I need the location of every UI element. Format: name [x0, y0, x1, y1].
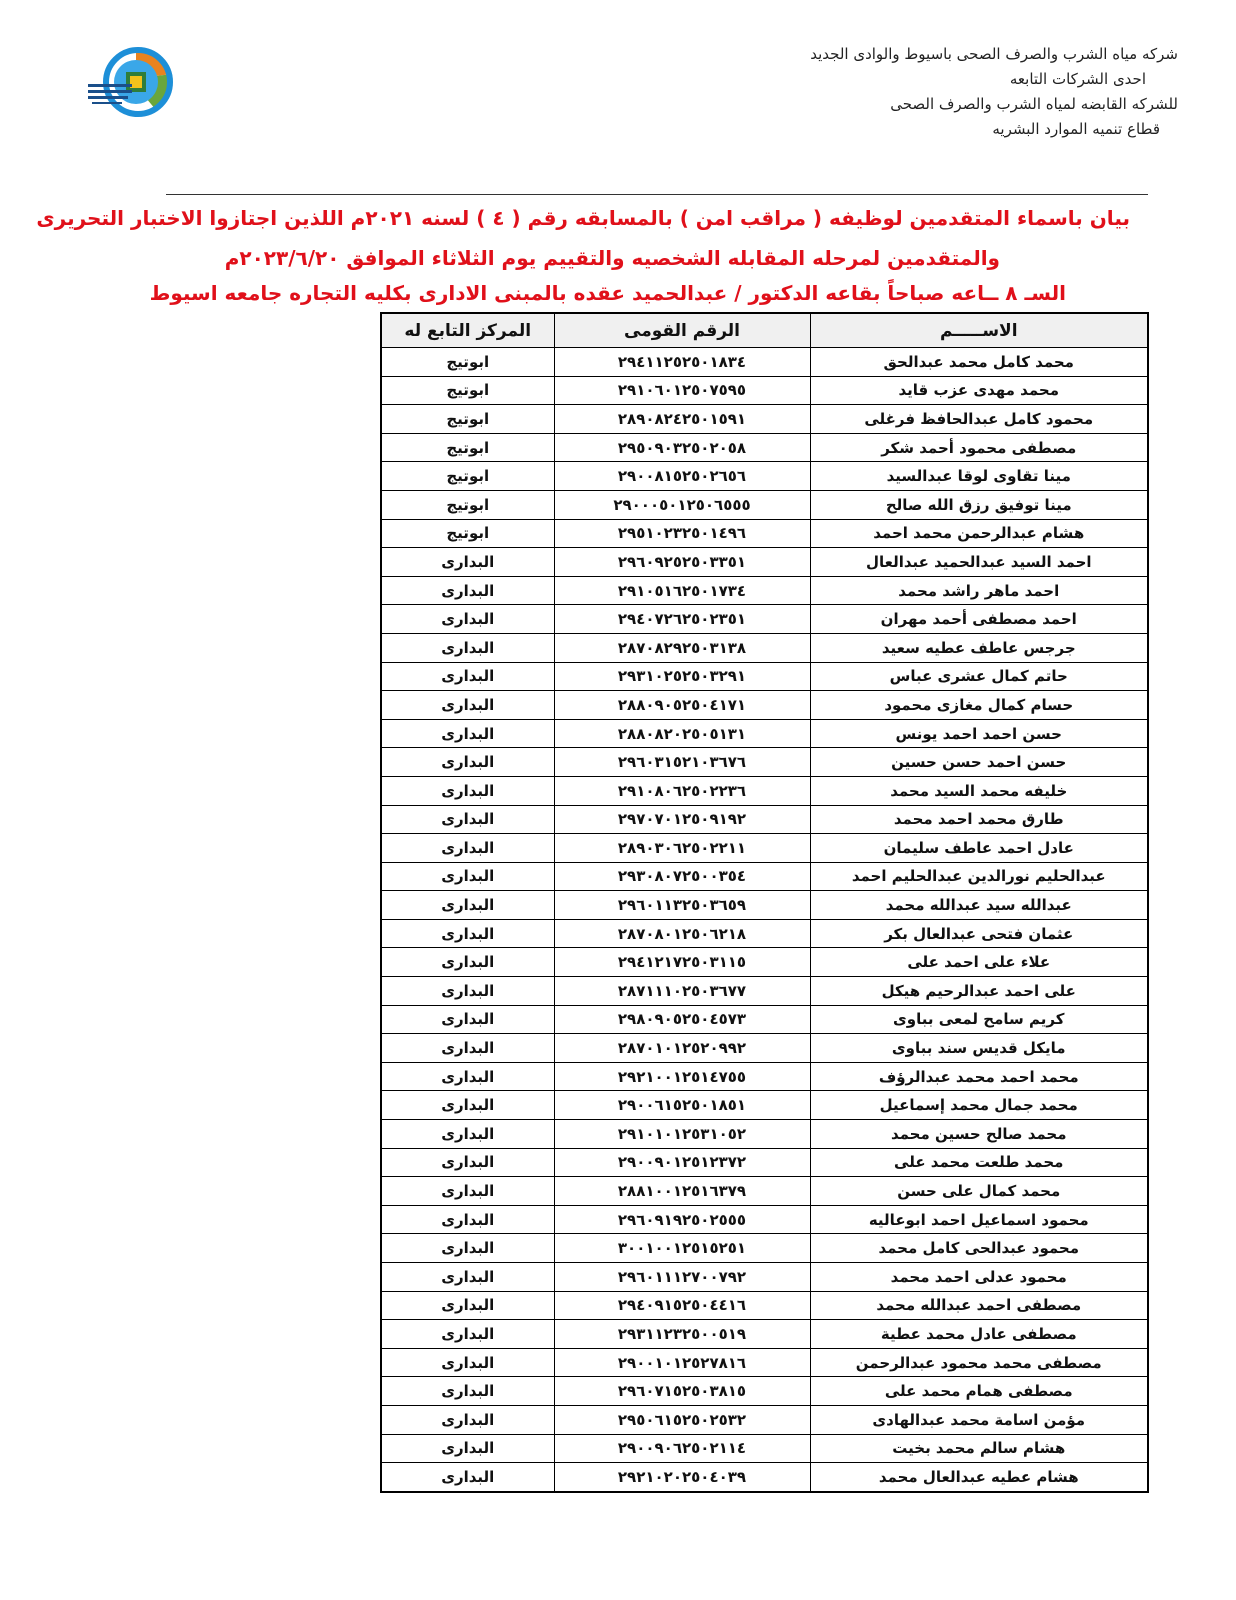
cell-national-id: ٢٨٧١١١٠٢٥٠٣٦٧٧	[554, 977, 810, 1006]
cell-name: احمد مصطفى أحمد مهران	[810, 605, 1148, 634]
cell-center: البدارى	[381, 1205, 554, 1234]
cell-national-id: ٢٩١٠٥١٦٢٥٠١٧٣٤	[554, 576, 810, 605]
cell-national-id: ٢٩٠٠٨١٥٢٥٠٢٦٥٦	[554, 462, 810, 491]
table-row	[381, 834, 1148, 863]
cell-name: محمد مهدى عزب قايد	[810, 376, 1148, 405]
table-row	[381, 919, 1148, 948]
holding-company: للشركه القابضه لمياه الشرب والصرف الصحى	[890, 95, 1178, 113]
cell-name: عثمان فتحى عبدالعال بكر	[810, 919, 1148, 948]
cell-center: ابوتيج	[381, 376, 554, 405]
table-row	[381, 1091, 1148, 1120]
cell-national-id: ٢٩٠٠١٠١٢٥٢٧٨١٦	[554, 1348, 810, 1377]
cell-name: حسام كمال مغازى محمود	[810, 691, 1148, 720]
cell-national-id: ٢٩٧٠٧٠١٢٥٠٩١٩٢	[554, 805, 810, 834]
cell-national-id: ٢٩٦٠٣١٥٢١٠٣٦٧٦	[554, 748, 810, 777]
cell-national-id: ٢٩٥٠٦١٥٢٥٠٢٥٣٢	[554, 1405, 810, 1434]
table-row	[381, 1234, 1148, 1263]
cell-center: البدارى	[381, 776, 554, 805]
table-header-row	[381, 313, 1148, 348]
cell-name: محمد طلعت محمد على	[810, 1148, 1148, 1177]
cell-name: مؤمن اسامة محمد عبدالهادى	[810, 1405, 1148, 1434]
table-row	[381, 691, 1148, 720]
cell-national-id: ٢٨٧٠٨٠١٢٥٠٦٢١٨	[554, 919, 810, 948]
cell-national-id: ٢٩١٠٨٠٦٢٥٠٢٢٣٦	[554, 776, 810, 805]
cell-national-id: ٢٩٦٠١١٣٢٥٠٣٦٥٩	[554, 891, 810, 920]
table-row	[381, 348, 1148, 377]
cell-name: مصطفى احمد عبدالله محمد	[810, 1291, 1148, 1320]
cell-center: البدارى	[381, 977, 554, 1006]
cell-national-id: ٢٩٤٠٧٢٦٢٥٠٢٣٥١	[554, 605, 810, 634]
cell-name: احمد ماهر راشد محمد	[810, 576, 1148, 605]
cell-center: البدارى	[381, 1120, 554, 1149]
cell-center: البدارى	[381, 862, 554, 891]
cell-center: البدارى	[381, 1005, 554, 1034]
cell-name: حسن احمد حسن حسين	[810, 748, 1148, 777]
cell-name: محمود كامل عبدالحافظ فرغلى	[810, 405, 1148, 434]
cell-national-id: ٢٩٦٠٧١٥٢٥٠٣٨١٥	[554, 1377, 810, 1406]
cell-center: البدارى	[381, 1405, 554, 1434]
cell-center: ابوتيج	[381, 433, 554, 462]
cell-national-id: ٢٩٦٠٩٢٥٢٥٠٣٣٥١	[554, 548, 810, 577]
cell-name: هشام عطيه عبدالعال محمد	[810, 1463, 1148, 1492]
cell-center: ابوتيج	[381, 405, 554, 434]
header-center: المركز التابع له	[381, 313, 554, 348]
cell-national-id: ٢٩١٠٦٠١٢٥٠٧٥٩٥	[554, 376, 810, 405]
table-row	[381, 719, 1148, 748]
cell-national-id: ٢٩٥٠٩٠٣٢٥٠٢٠٥٨	[554, 433, 810, 462]
table-row	[381, 1320, 1148, 1349]
cell-national-id: ٢٩٥١٠٢٣٢٥٠١٤٩٦	[554, 519, 810, 548]
table-row	[381, 519, 1148, 548]
table-row	[381, 662, 1148, 691]
cell-national-id: ٢٩٨٠٩٠٥٢٥٠٤٥٧٣	[554, 1005, 810, 1034]
table-row	[381, 548, 1148, 577]
cell-name: هشام عبدالرحمن محمد احمد	[810, 519, 1148, 548]
cell-national-id: ٢٩٠٠٩٠٦٢٥٠٢١١٤	[554, 1434, 810, 1463]
cell-name: خليفه محمد السيد محمد	[810, 776, 1148, 805]
cell-name: محمود عدلى احمد محمد	[810, 1263, 1148, 1292]
cell-name: محمد كمال على حسن	[810, 1177, 1148, 1206]
table-row	[381, 376, 1148, 405]
cell-center: البدارى	[381, 1348, 554, 1377]
table-row	[381, 1348, 1148, 1377]
cell-center: البدارى	[381, 633, 554, 662]
table-row	[381, 576, 1148, 605]
table-row	[381, 462, 1148, 491]
table-row	[381, 1405, 1148, 1434]
cell-national-id: ٢٩٠٠٦١٥٢٥٠١٨٥١	[554, 1091, 810, 1120]
cell-national-id: ٢٨٨١٠٠١٢٥١٦٣٧٩	[554, 1177, 810, 1206]
table-row	[381, 748, 1148, 777]
cell-center: البدارى	[381, 605, 554, 634]
cell-center: البدارى	[381, 1091, 554, 1120]
title-line-2: والمتقدمين لمرحله المقابله الشخصيه والتقييم يوم الثلاثاء الموافق ٢٠٢٣/٦/٢٠م	[224, 246, 1000, 270]
cell-name: عبدالحليم نورالدين عبدالحليم احمد	[810, 862, 1148, 891]
cell-national-id: ٢٩٣٠٨٠٧٢٥٠٠٣٥٤	[554, 862, 810, 891]
cell-name: هشام سالم محمد بخيت	[810, 1434, 1148, 1463]
cell-name: مصطفى محمد محمود عبدالرحمن	[810, 1348, 1148, 1377]
cell-national-id: ٢٩٦٠٩١٩٢٥٠٢٥٥٥	[554, 1205, 810, 1234]
header-national-id: الرقم القومى	[554, 313, 810, 348]
department-name: قطاع تنميه الموارد البشريه	[992, 120, 1160, 138]
cell-national-id: ٢٨٩٠٣٠٦٢٥٠٢٢١١	[554, 834, 810, 863]
cell-name: محمد صالح حسين محمد	[810, 1120, 1148, 1149]
cell-name: محمد احمد محمد عبدالرؤف	[810, 1062, 1148, 1091]
cell-center: البدارى	[381, 691, 554, 720]
cell-center: البدارى	[381, 1062, 554, 1091]
cell-center: البدارى	[381, 1234, 554, 1263]
cell-center: البدارى	[381, 719, 554, 748]
company-affiliation: احدى الشركات التابعه	[1009, 70, 1146, 88]
table-row	[381, 1148, 1148, 1177]
cell-name: محمود عبدالحى كامل محمد	[810, 1234, 1148, 1263]
cell-name: حاتم كمال عشرى عباس	[810, 662, 1148, 691]
table-row	[381, 490, 1148, 519]
cell-name: عادل احمد عاطف سليمان	[810, 834, 1148, 863]
cell-name: محمد كامل محمد عبدالحق	[810, 348, 1148, 377]
table-row	[381, 1434, 1148, 1463]
cell-center: البدارى	[381, 948, 554, 977]
cell-national-id: ٢٩٣١٠٢٥٢٥٠٣٢٩١	[554, 662, 810, 691]
cell-national-id: ٢٩٢١٠٢٠٢٥٠٤٠٣٩	[554, 1463, 810, 1492]
table-row	[381, 1263, 1148, 1292]
cell-center: ابوتيج	[381, 490, 554, 519]
table-row	[381, 862, 1148, 891]
title-line-1: بيان باسماء المتقدمين لوظيفه ( مراقب امن ) بالمسابقه رقم ( ٤ ) لسنه ٢٠٢١م اللذين اجتازوا الاختبار التحريرى	[36, 206, 1130, 230]
table-row	[381, 805, 1148, 834]
cell-name: مصطفى محمود أحمد شكر	[810, 433, 1148, 462]
table-row	[381, 948, 1148, 977]
cell-name: مايكل قديس سند بباوى	[810, 1034, 1148, 1063]
cell-national-id: ٢٩٢١٠٠١٢٥١٤٧٥٥	[554, 1062, 810, 1091]
table-row	[381, 776, 1148, 805]
cell-name: محمود اسماعيل احمد ابوعاليه	[810, 1205, 1148, 1234]
cell-national-id: ٢٨٨٠٩٠٥٢٥٠٤١٧١	[554, 691, 810, 720]
cell-center: البدارى	[381, 1291, 554, 1320]
cell-center: البدارى	[381, 748, 554, 777]
cell-name: حسن احمد احمد يونس	[810, 719, 1148, 748]
title-line-3: السـ ٨ ــاعه صباحاً بقاعه الدكتور / عبدالحميد عقده بالمبنى الادارى بكليه التجاره جامعه اسيوط	[149, 281, 1066, 305]
cell-national-id: ٢٩٤١٢١٧٢٥٠٣١١٥	[554, 948, 810, 977]
cell-center: البدارى	[381, 548, 554, 577]
applicants-table	[380, 312, 1149, 1493]
cell-center: البدارى	[381, 1177, 554, 1206]
cell-name: مينا توفيق رزق الله صالح	[810, 490, 1148, 519]
company-name: شركه مياه الشرب والصرف الصحى باسيوط والوادى الجديد	[810, 45, 1178, 63]
cell-national-id: ٢٨٧٠٨٢٩٢٥٠٣١٣٨	[554, 633, 810, 662]
cell-national-id: ٢٩٠٠٩٠١٢٥١٢٣٧٢	[554, 1148, 810, 1177]
table-row	[381, 891, 1148, 920]
cell-national-id: ٢٩٤١١٢٥٢٥٠١٨٣٤	[554, 348, 810, 377]
cell-center: البدارى	[381, 805, 554, 834]
cell-name: عبدالله سيد عبدالله محمد	[810, 891, 1148, 920]
cell-name: علاء على احمد على	[810, 948, 1148, 977]
cell-center: البدارى	[381, 1034, 554, 1063]
cell-center: البدارى	[381, 834, 554, 863]
header-name: الاســـــم	[810, 313, 1148, 348]
cell-national-id: ٢٩٤٠٩١٥٢٥٠٤٤١٦	[554, 1291, 810, 1320]
cell-center: البدارى	[381, 1263, 554, 1292]
table-row	[381, 633, 1148, 662]
table-row	[381, 1205, 1148, 1234]
cell-center: البدارى	[381, 1320, 554, 1349]
cell-name: محمد جمال محمد إسماعيل	[810, 1091, 1148, 1120]
cell-name: مصطفى عادل محمد عطية	[810, 1320, 1148, 1349]
cell-center: البدارى	[381, 891, 554, 920]
cell-center: البدارى	[381, 576, 554, 605]
cell-name: مينا تقاوى لوقا عبدالسيد	[810, 462, 1148, 491]
cell-national-id: ٢٩٣١١٢٣٢٥٠٠٥١٩	[554, 1320, 810, 1349]
company-header	[758, 42, 1178, 142]
cell-name: مصطفى همام محمد على	[810, 1377, 1148, 1406]
table-row	[381, 1291, 1148, 1320]
cell-center: ابوتيج	[381, 348, 554, 377]
cell-national-id: ٢٩١٠١٠١٢٥٣١٠٥٢	[554, 1120, 810, 1149]
cell-center: البدارى	[381, 1434, 554, 1463]
company-logo	[86, 44, 186, 118]
table-row	[381, 977, 1148, 1006]
cell-center: البدارى	[381, 1463, 554, 1492]
cell-national-id: ٢٨٧٠١٠١٢٥٢٠٩٩٢	[554, 1034, 810, 1063]
cell-name: جرجس عاطف عطيه سعيد	[810, 633, 1148, 662]
cell-national-id: ٢٩٠٠٠٥٠١٢٥٠٦٥٥٥	[554, 490, 810, 519]
cell-national-id: ٢٨٩٠٨٢٤٢٥٠١٥٩١	[554, 405, 810, 434]
cell-center: البدارى	[381, 1377, 554, 1406]
cell-center: البدارى	[381, 662, 554, 691]
cell-name: طارق محمد احمد محمد	[810, 805, 1148, 834]
table-row	[381, 1034, 1148, 1063]
cell-national-id: ٣٠٠١٠٠١٢٥١٥٢٥١	[554, 1234, 810, 1263]
cell-center: البدارى	[381, 1148, 554, 1177]
cell-center: ابوتيج	[381, 462, 554, 491]
cell-name: كريم سامح لمعى بباوى	[810, 1005, 1148, 1034]
cell-center: البدارى	[381, 919, 554, 948]
divider-line	[166, 194, 1148, 195]
table-row	[381, 405, 1148, 434]
table-row	[381, 433, 1148, 462]
table-row	[381, 605, 1148, 634]
cell-center: ابوتيج	[381, 519, 554, 548]
cell-national-id: ٢٩٦٠١١١٢٧٠٠٧٩٢	[554, 1263, 810, 1292]
table-row	[381, 1062, 1148, 1091]
cell-name: على احمد عبدالرحيم هيكل	[810, 977, 1148, 1006]
table-row	[381, 1005, 1148, 1034]
table-row	[381, 1120, 1148, 1149]
table-row	[381, 1377, 1148, 1406]
table-row	[381, 1177, 1148, 1206]
cell-name: احمد السيد عبدالحميد عبدالعال	[810, 548, 1148, 577]
table-row	[381, 1463, 1148, 1492]
cell-national-id: ٢٨٨٠٨٢٠٢٥٠٥١٣١	[554, 719, 810, 748]
